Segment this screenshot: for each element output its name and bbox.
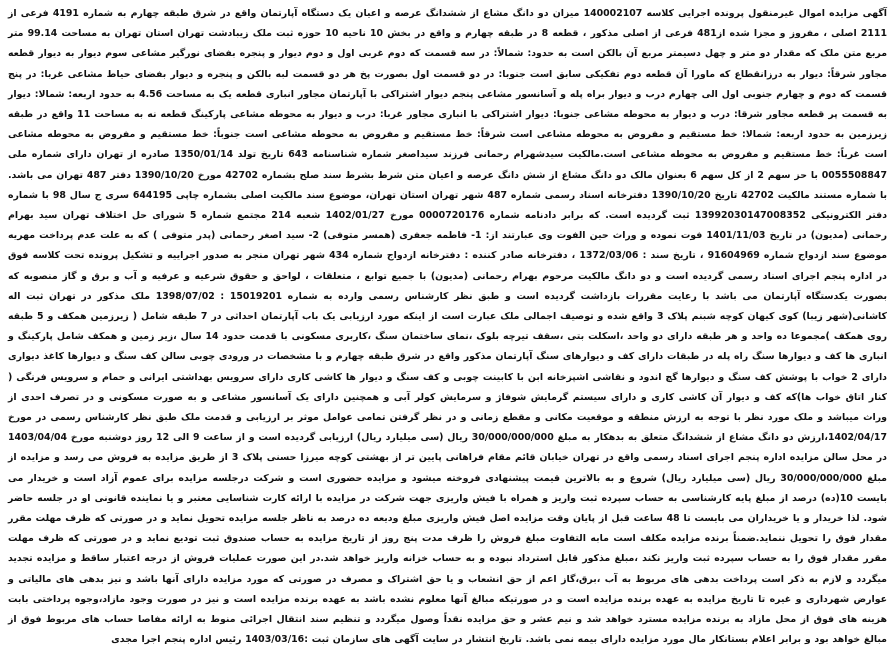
auction-notice-text: آگهی مزایده اموال غیرمنقول پرونده اجرایی کلاسه 140002107 میزان دو دانگ مشاع از ششدانگ عرصه و اعیان یک دستگاه آپارتمان واقع در شرق طبقه چهارم به شماره 4191 فرعی از 2111 اصلی ، مفروز و مجزا شده از481 فرعی از اصلی مذکور ، قطعه 8 در طبقه چهارم و واقع در بخش 10 ناحیه 10 حوزه ثبت ملک زیبادشت تهران استان تهران به مساحت 99.14 متر مربع متن ملک که مقدار دو متر و چهل دسیمتر مربع آن بالکن است به حدود: شمالاً: در سه قسمت که دوم غربی اول و دوم دیوار و پنجره بفضای نورگیر مشاعی سوم دیوار به دیوار قطعه مجاور شرقاً: دیوار به درزانقطاع که ماورا آن قطعه دوم تفکیکی سابق است جنوبا: در دو قسمت اول بصورت پخ هر دو قسمت لبه بالکن و پنجره و دیوار بفضای حیاط مشاعی غربا: در پنج قسمت که دوم و چهارم جنوبی اول الی چهارم درب و دیوار براه پله و آسانسور مشاعی پنجم دیوار اشتراکی با آپارتمان مجاور انباری قطعه یک به مساحت 4.56 به حدود اربعه: شمالا: دیوار به قسمت پر قطعه مجاور شرقا: درب و دیوار به محوطه مشاعی جنوبا: دیوار اشتراکی با انباری مجاور غربا: درب و دیوار به محوطه مشاعی پارکینگ قطعه نه به مساحت 11 واقع در طبقه زیرزمین به حدود اربعه: شمالا: خط مستقیم و مفروض به محوطه مشاعی است شرقاً: خط مستقیم و مفروض به محوطه مشاعی است جنوباً: خط مستقیم و مفروض به محوطه مشاعی است غرباً: خط مستقیم و مفروض به محوطه مشاعی است.مالکیت سیدشهرام رحمانی فرزند سیداصغر شماره شناسنامه 643 تاریخ تولد 1350/01/14 صادره از تهران دارای شماره ملی 0055508847 با حز سهم 2 از کل سهم 6 بعنوان مالک دو دانگ مشاع از شش دانگ عرصه و اعیان متن شرط بشرط سند صلح بشماره 42702 مورخ 1390/10/20 دفتر 487 تهران می باشد. با شماره مستند مالکیت 42702 تاریخ 1390/10/20 دفترخانه اسناد رسمی شماره 487 شهر تهران استان تهران، موضوع سند مالکیت اصلی بشماره چاپی 644195 سری ج سال 98 با شماره دفتر الکترونیکی 13992030147008352 ثبت گردیده است. که برابر دادنامه شماره 0000720176 مورخ 1402/01/27 شعبه 214 مجتمع شماره 5 شورای حل اختلاف تهران سید بهرام رحمانی (مدیون) در تاریخ 1401/11/03 فوت نموده و وراث حین الفوت وی عبارتند از: 1- فاطمه جعفری (همسر متوفی) 2- سید اصغر رحمانی (پدر متوفی ) که به علت عدم پرداخت مهریه موضوع سند ازدواج شماره 91604969 ، تاریخ سند : 1372/03/06 ، دفترخانه صادر کننده : دفترخانه ازدواج شماره 434 شهر تهران منجر به صدور اجراییه و تشکیل پرونده تحت کلاسه فوق در اداره پنجم اجرای اسناد رسمی گردیده است و دو دانگ مالکیت مرحوم بهرام رحمانی (مدیون) با جمیع توابع ، متعلقات ، لواحق و حقوق شرعیه و عرفیه و آب و برق و گاز منصوبه که بصورت یکدستگاه آپارتمان می باشد با رعایت مقررات بازداشت گردیده است و طبق نظر کارشناس رسمی وارده به شماره 15019201 : 1398/07/02 ملک مذکور در تهران ثبت اله کاشانی(شهر زیبا) کوی کیهان کوچه شبنم پلاک 3 واقع شده و توصیف اجمالی ملک عبارت است از اینکه مورد ارزیابی یک باب آپارتمان احداثی در 7 طبقه شامل ( زیرزمین همکف و 5 طبقه روی همکف )مجموعا ده واحد و هر طبقه دارای دو واحد ،اسکلت بتی ،سقف تیرچه بلوک ،نمای ساختمان سنگ ،کاربری مسکونی با قدمت حدود 14 سال ،زیر زمین و همکف شامل پارکینگ و انباری ها کف و دیوارها سنگ راه پله در طبقات دارای کف و دیوارهای سنگ آپارتمان مذکور واقع در شرق طبقه چهارم و با مشخصات در ورودی چوبی سالن کف سنگ و دیوارها کاغذ دیواری دارای 2 خواب با پوشش کف سنگ و دیوارها گچ اندود و نقاشی اشپزخانه ابن با کابینت چوبی و کف سنگ و دیوار ها کاشی کاری دارای سرویس بهداشتی ایرانی و حمام و سرویس فرنگی ( کنار اتاق خواب ها)که کف و دیوار آن کاشی کاری و دارای سیستم گرمایش شوفاژ و سرمایش کولر آبی و همچنین دارای یک آسانسور مشاعی و به صورت مسکونی و در تصرف احدی از وراث میباشد و ملک مورد نظر با توجه به ارزش منطقه و موقعیت مکانی و مقطع زمانی و در نظر گرفتن تمامی عوامل موثر بر ارزیابی و قدمت ملک طبق نظر کارشناس رسمی در مورخ 1402/04/17،ارزش دو دانگ مشاع از ششدانگ متعلق به بدهکار به مبلغ 30/000/000/000 ریال (سی میلیارد ریال) ارزیابی گردیده است و از ساعت 9 الی 12 روز دوشنبه مورخ 1403/04/04 در محل سالن مزایده اداره پنجم اجرای اسناد رسمی واقع در تهران خیابان قائم مقام فراهانی پایین تر از بهشتی کوچه میرزا حسنی پلاک 3 از طریق مزایده به فروش می رسد و مزایده از مبلغ 30/000/000/000 ریال (سی میلیارد ریال) شروع و به بالاترین قیمت پیشنهادی فروخته میشود و مزایده حضوری است و شرکت درجلسه مزایده برای عموم آزاد است و خریدار می بایست 10(ده) درصد از مبلغ پایه کارشناسی به حساب سپرده ثبت واریز و همراه با فیش واریزی جهت شرکت در مزایده با ارائه کارت شناسایی معتبر و یا نماینده قانونی او در جلسه حاضر شود. لذا خریدار و یا خریداران می بایست تا 48 ساعت قبل از پایان وقت مزایده اصل فیش واریزی مبلغ ودیعه ده درصد به ناظر جلسه مزایده تحویل نماید و در صورتی که ظرف مهلت مقرر مقدار فوق را تحویل ننماید.ضمناً برنده مزایده مکلف است مابه التفاوت مبلغ فروش را ظرف مدت پنج روز از تاریخ مزایده به حساب صندوق ثبت تودیع نماید و در صورتی که ظرف مهلت مقرر مقدار فوق را به حساب سپرده ثبت واریز نکند ،مبلغ مذکور قابل استرداد نبوده و به حساب خزانه واریز خواهد شد.در این صورت عملیات فروش از درجه اعتبار ساقط و مزایده تجدید میگردد و لازم به ذکر است پرداخت بدهی های مربوط به آب ،برق،گاز اعم از حق انشعاب و یا حق اشتراک و مصرف در صورتی که مورد مزایده دارای آنها باشد و نیز بدهی های مالیاتی و عوارض شهرداری و غیره تا تاریخ مزایده به عهده برنده مزایده است و در صورتیکه مبالغ آنها معلوم نشده باشد به عهده برنده مزایده است و نیز در صورت وجود مازاد،وجوه پرداختی بابت هزینه های فوق از محل مازاد به برنده مزایده مسترد خواهد شد و نیم عشر و حق مزایده نقداً وصول میگردد و تنظیم سند انتقال اجرائی منوط به ارائه مفاصا حساب های مربوط فوق از مبالغ خواهد بود و برابر اعلام بستانکار مال مورد مزایده دارای بیمه نمی باشد. تاریخ انتشار در سایت آگهی های سازمان ثبت :1403/03/16 رئیس اداره پنجم اجرا مجدی [8,8,888,646]
